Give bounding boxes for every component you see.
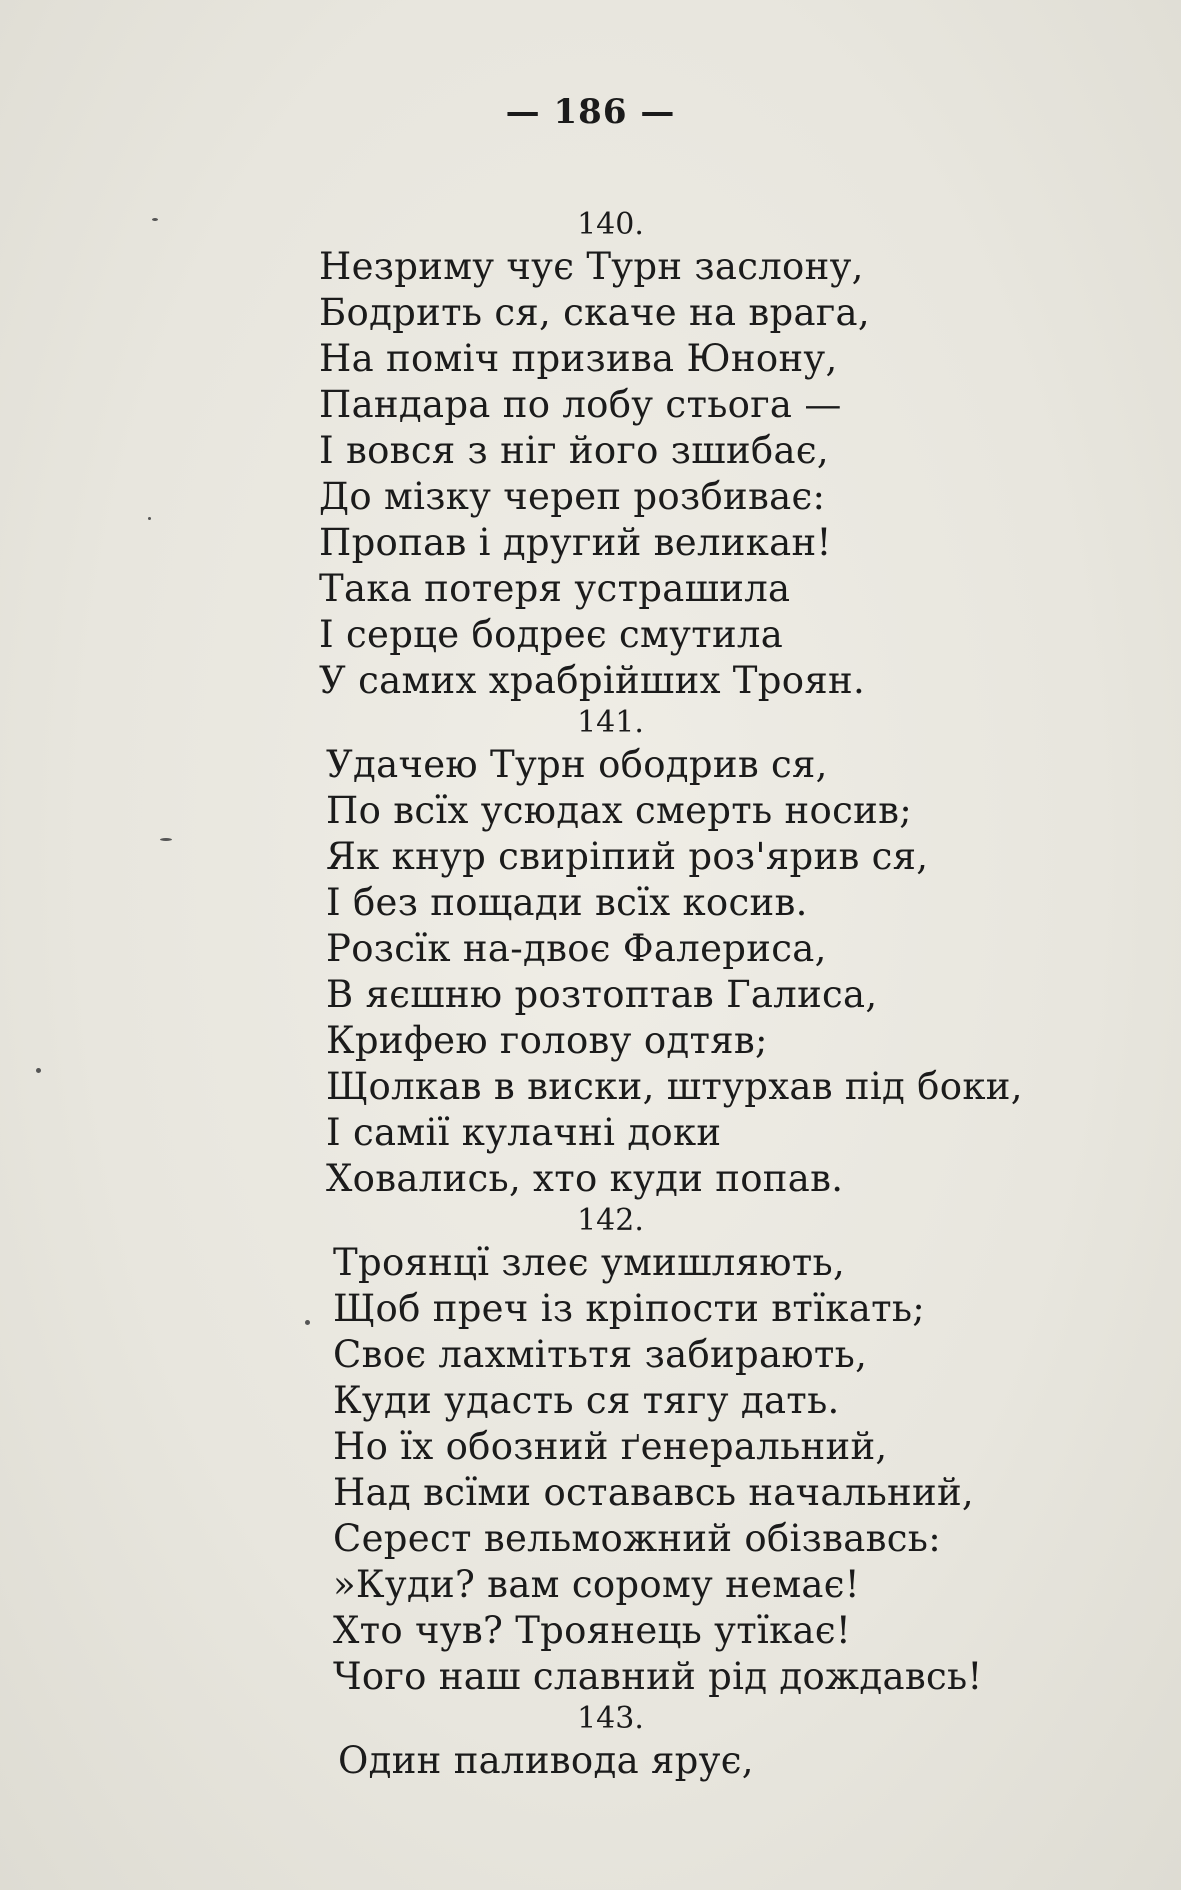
scan-speck bbox=[160, 838, 172, 841]
verse-line: Така потеря устрашила bbox=[319, 567, 791, 610]
verse-line: Незриму чує Турн заслону, bbox=[319, 245, 864, 288]
stanza-143 bbox=[0, 1700, 1181, 1784]
scan-speck bbox=[305, 1320, 310, 1325]
verse-line: Як кнур свиріпий роз'ярив ся, bbox=[326, 835, 929, 878]
verse-line: Троянцї злеє умишляють, bbox=[333, 1241, 846, 1284]
stanza-number: 141. bbox=[577, 705, 644, 740]
verse-line: І самії кулачні доки bbox=[326, 1111, 722, 1154]
scan-speck bbox=[36, 1068, 41, 1073]
verse-line: До мізку череп розбиває: bbox=[319, 475, 826, 518]
stanza-141 bbox=[0, 704, 1181, 1202]
verse-line: І серце бодреє смутила bbox=[319, 613, 784, 656]
verse-line: По всїх усюдах смерть носив; bbox=[326, 789, 912, 832]
verse-line: Один паливода ярує, bbox=[338, 1739, 754, 1782]
verse-line: На поміч призива Юнону, bbox=[319, 337, 838, 380]
verse-line: Хто чув? Троянець утїкає! bbox=[333, 1609, 852, 1652]
stanza-number: 142. bbox=[577, 1203, 644, 1238]
verse-line: Щоб преч із кріпости втїкать; bbox=[333, 1287, 926, 1330]
verse-line: Но їх обозний ґенеральний, bbox=[333, 1425, 888, 1468]
verse-line: »Куди? вам сорому немає! bbox=[333, 1563, 860, 1606]
verse-line: Пандара по лобу стьога — bbox=[319, 383, 842, 426]
verse-line: І без пощади всїх косив. bbox=[326, 881, 808, 924]
verse-line: Своє лахмітьтя забирають, bbox=[333, 1333, 868, 1376]
stanza-number: 143. bbox=[577, 1701, 644, 1736]
verse-line: У самих храбрійших Троян. bbox=[319, 659, 866, 702]
verse-line: Над всїми остававсь начальний, bbox=[333, 1471, 974, 1514]
stanza-142 bbox=[0, 1202, 1181, 1700]
verse-line: Ховались, хто куди попав. bbox=[326, 1157, 844, 1200]
verse-line: Серест вельможний обізвавсь: bbox=[333, 1517, 941, 1560]
verse-line: І вовся з ніг його зшибає, bbox=[319, 429, 829, 472]
verse-line: Удачею Турн ободрив ся, bbox=[326, 743, 828, 786]
stanza-140 bbox=[0, 206, 1181, 704]
verse-line: Щолкав в виски, штурхав під боки, bbox=[326, 1065, 1023, 1108]
verse-line: В яєшню розтоптав Галиса, bbox=[326, 973, 878, 1016]
verse-line: Куди удасть ся тягу дать. bbox=[333, 1379, 840, 1422]
verse-line: Розсїк на-двоє Фалериса, bbox=[326, 927, 827, 970]
scan-speck bbox=[148, 517, 151, 520]
verse-line: Пропав і другий великан! bbox=[319, 521, 832, 564]
page-number: — 186 — bbox=[505, 92, 676, 132]
verse-line: Бодрить ся, скаче на врага, bbox=[319, 291, 870, 334]
verse-line: Чого наш славний рід дождавсь! bbox=[333, 1655, 983, 1698]
verse-line: Крифею голову одтяв; bbox=[326, 1019, 768, 1062]
stanza-number: 140. bbox=[577, 207, 644, 242]
scan-speck bbox=[152, 218, 158, 221]
poem-text bbox=[0, 206, 1181, 1784]
